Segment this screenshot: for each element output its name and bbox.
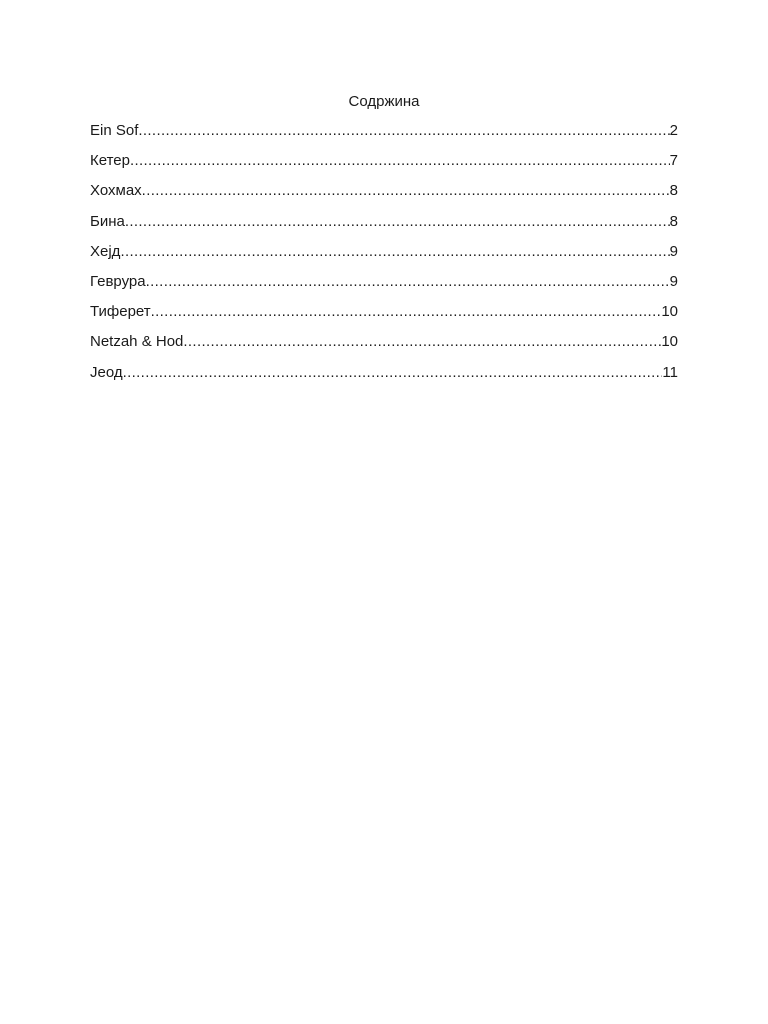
toc-entry-ein-sof[interactable] <box>90 121 678 151</box>
toc-entry-page-number: 9 <box>669 242 678 260</box>
toc-entry-label: Ein Sof <box>90 122 139 139</box>
toc-entry-label: Хохмах <box>90 182 142 200</box>
dot-leader <box>151 302 662 322</box>
toc-entry-page-number: 11 <box>662 363 678 381</box>
dot-leader <box>142 181 670 201</box>
toc-entry-label: Кетер <box>90 152 130 170</box>
toc-entry-page-number: 8 <box>669 182 678 200</box>
toc-entry-binah[interactable] <box>90 212 678 242</box>
toc-entry-gevurah[interactable] <box>90 272 678 302</box>
toc-entry-page-number: 9 <box>669 272 678 290</box>
toc-entry-netzah-hod[interactable] <box>90 332 678 362</box>
toc-title: Содржина <box>348 93 420 110</box>
toc-entry-yesod[interactable] <box>90 363 678 393</box>
toc-entry-hokhmah[interactable] <box>90 181 678 211</box>
dot-leader <box>183 332 661 352</box>
toc-entry-label: Бина <box>90 212 125 230</box>
dot-leader <box>123 363 663 383</box>
toc-entry-label: Хејд <box>90 242 121 260</box>
toc-entry-page-number: 7 <box>669 152 678 170</box>
toc-entry-page-number: 2 <box>669 122 678 139</box>
toc-entry-label: Јеод <box>90 363 123 381</box>
toc-entry-label: Тиферет <box>90 303 151 321</box>
dot-leader <box>125 212 670 232</box>
dot-leader <box>138 121 669 141</box>
toc-entry-hesed[interactable] <box>90 242 678 272</box>
toc-entry-page-number: 8 <box>669 212 678 230</box>
toc-entry-label: Геврура <box>90 272 146 290</box>
dot-leader <box>146 272 670 292</box>
toc-entry-page-number: 10 <box>661 333 678 351</box>
toc-entry-tiferet[interactable] <box>90 302 678 332</box>
toc-entry-page-number: 10 <box>661 303 678 321</box>
toc-entry-label: Netzah & Hod <box>90 333 184 351</box>
table-of-contents <box>90 121 678 393</box>
dot-leader <box>130 151 670 171</box>
dot-leader <box>120 242 669 262</box>
toc-entry-keter[interactable] <box>90 151 678 181</box>
